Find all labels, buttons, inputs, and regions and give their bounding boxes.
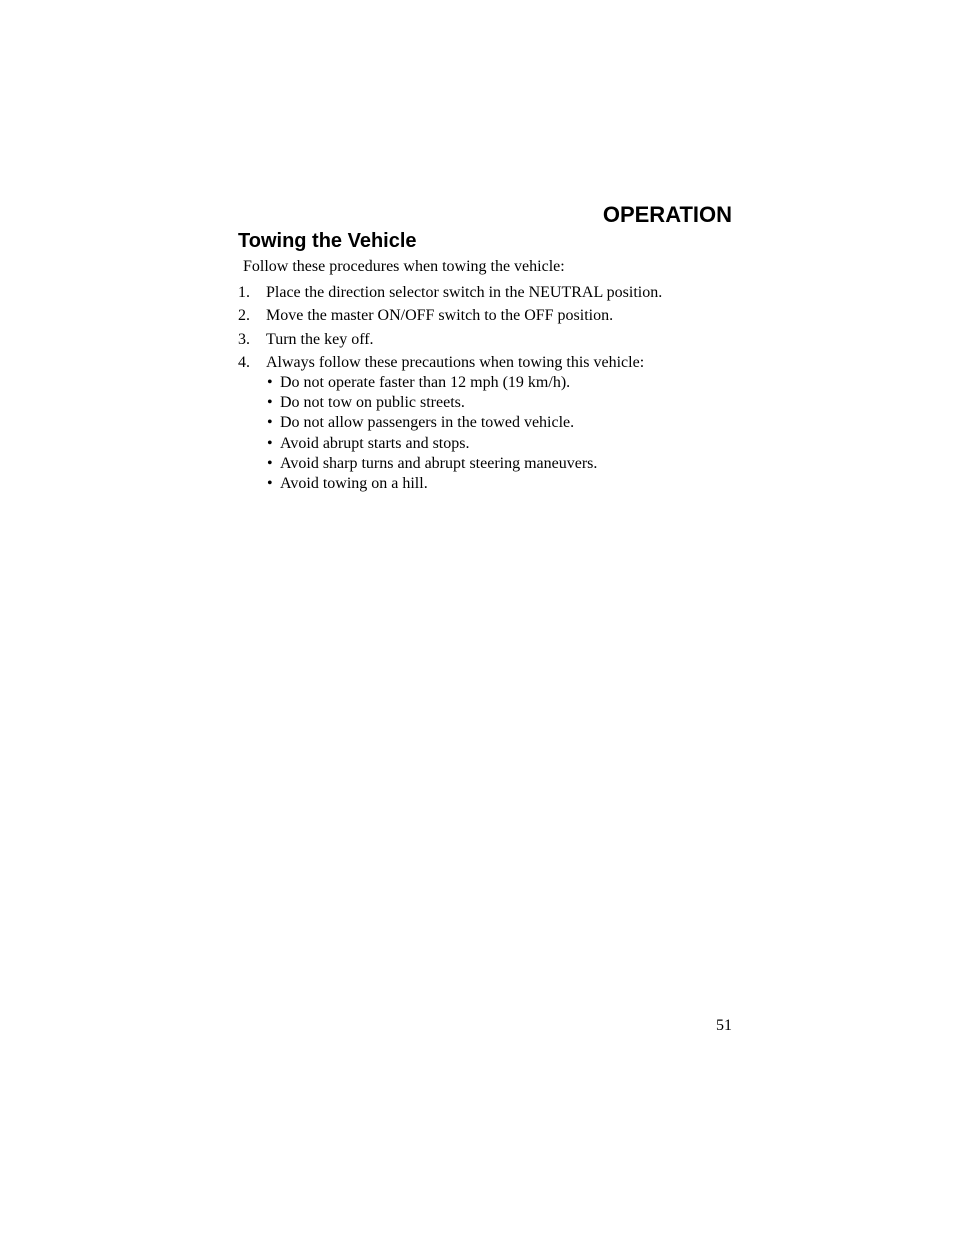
bullet-icon: • <box>267 414 273 432</box>
step-number: 1. <box>238 283 250 301</box>
intro-text: Follow these procedures when towing the vehicle: <box>243 258 565 275</box>
precaution-text: Avoid towing on a hill. <box>280 475 428 493</box>
precaution-text: Avoid abrupt starts and stops. <box>280 434 470 452</box>
page-heading: Towing the Vehicle <box>238 230 417 252</box>
section-header: OPERATION <box>602 202 732 227</box>
bullet-icon: • <box>267 374 273 391</box>
step-item <box>238 306 738 326</box>
page-content <box>238 227 738 494</box>
bullet-icon: • <box>267 434 273 452</box>
precaution-item <box>266 474 738 494</box>
precaution-item <box>266 434 738 454</box>
step-item <box>238 330 738 350</box>
bullet-icon: • <box>267 394 273 412</box>
bullet-icon: • <box>267 454 273 472</box>
step-text: Move the master ON/OFF switch to the OFF position. <box>266 307 614 324</box>
precaution-item <box>266 413 738 433</box>
precautions-list <box>266 373 738 494</box>
precaution-item <box>266 393 738 413</box>
step-text: Turn the key off. <box>266 330 374 348</box>
towing-steps-list <box>238 283 738 495</box>
step-number: 3. <box>238 330 250 348</box>
page-number: 51 <box>716 1017 732 1034</box>
step-item <box>238 283 738 303</box>
step-text: Place the direction selector switch in the NEUTRAL position. <box>266 283 663 301</box>
step-text: Always follow these precautions when towing this vehicle: <box>266 354 645 371</box>
precaution-item <box>266 454 738 474</box>
precaution-text: Do not operate faster than 12 mph (19 km/h). <box>280 374 571 391</box>
step-item <box>238 353 738 494</box>
precaution-text: Do not allow passengers in the towed vehicle. <box>280 414 575 432</box>
bullet-icon: • <box>267 475 273 493</box>
step-number: 2. <box>238 307 250 324</box>
precaution-text: Do not tow on public streets. <box>280 394 465 412</box>
precaution-item <box>266 373 738 393</box>
precaution-text: Avoid sharp turns and abrupt steering maneuvers. <box>280 454 598 472</box>
step-number: 4. <box>238 354 250 371</box>
